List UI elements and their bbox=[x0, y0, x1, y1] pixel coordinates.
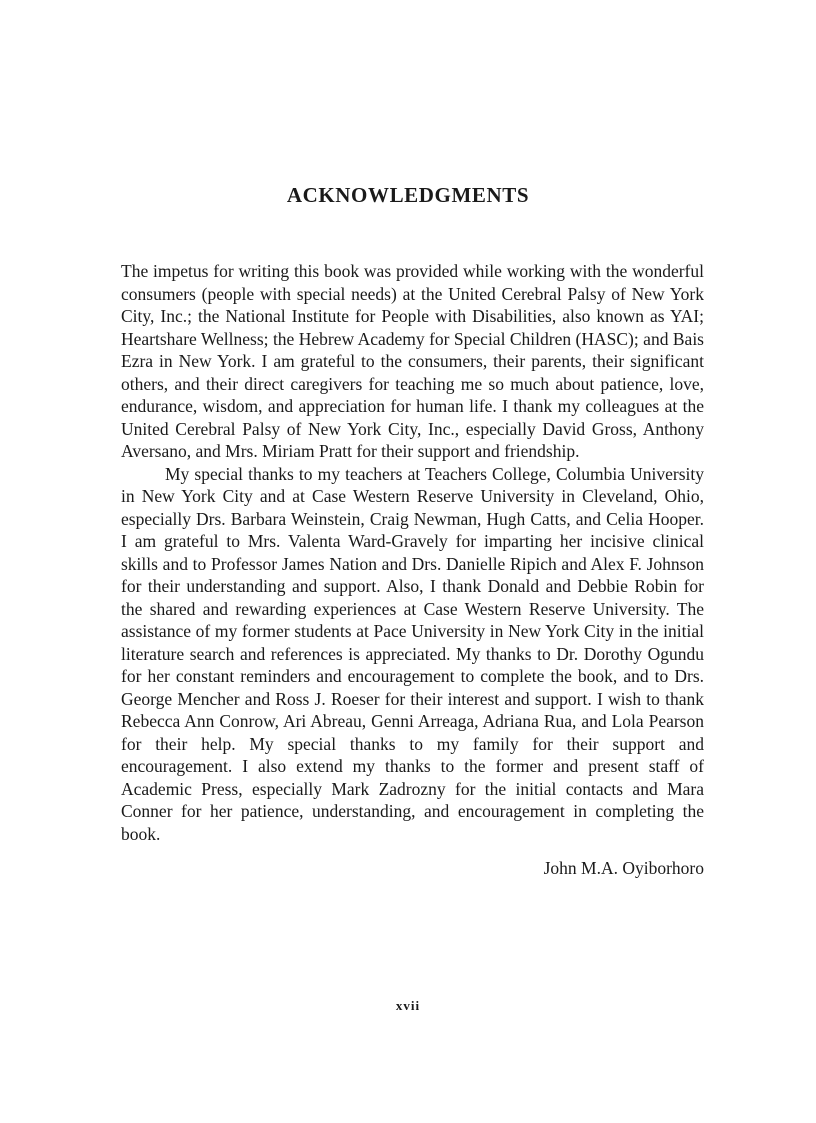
paragraph-1: The impetus for writing this book was provided while working with the wonderful consumers (people with special needs) at the United Cerebral Palsy of New York City, Inc.; the National Institute for People with Disabilities, also known as YAI; Heartshare Wellness; the Hebrew Academy for Special Children (HASC); and Bais Ezra in New York. I am grateful to the consumers, their parents, their significant others, and their direct caregivers for teaching me so much about patience, love, endurance, wisdom, and appreciation for human life. I thank my colleagues at the United Cerebral Palsy of New York City, Inc., especially David Gross, Anthony Aversano, and Mrs. Miriam Pratt for their support and friendship. bbox=[121, 261, 704, 461]
author-signature: John M.A. Oyiborhoro bbox=[543, 858, 704, 878]
page-number: xvii bbox=[395, 998, 421, 1013]
page-title: ACKNOWLEDGMENTS bbox=[286, 183, 530, 207]
acknowledgments-body bbox=[121, 260, 704, 880]
paragraph-2: My special thanks to my teachers at Teachers College, Columbia University in New York City and at Case Western Reserve University in Cleveland, Ohio, especially Drs. Barbara Weinstein, Craig Newman, Hugh Catts, and Celia Hooper. I am grateful to Mrs. Valenta Ward-Gravely for imparting her incisive clinical skills and to Professor James Nation and Drs. Danielle Ripich and Alex F. Johnson for their understanding and support. Also, I thank Donald and Debbie Robin for the shared and rewarding experiences at Case Western Reserve University. The assistance of my former students at Pace University in New York City in the initial literature search and references is appreciated. My thanks to Dr. Dorothy Ogundu for her constant reminders and encouragement to complete the book, and to Drs. George Mencher and Ross J. Roeser for their interest and support. I wish to thank Rebecca Ann Conrow, Ari Abreau, Genni Arreaga, Adriana Rua, and Lola Pearson for their help. My special thanks to my family for their support and encouragement. I also extend my thanks to the former and present staff of Academic Press, especially Mark Zadrozny for the initial contacts and Mara Conner for her patience, understanding, and encouragement in completing the book. bbox=[121, 463, 704, 844]
